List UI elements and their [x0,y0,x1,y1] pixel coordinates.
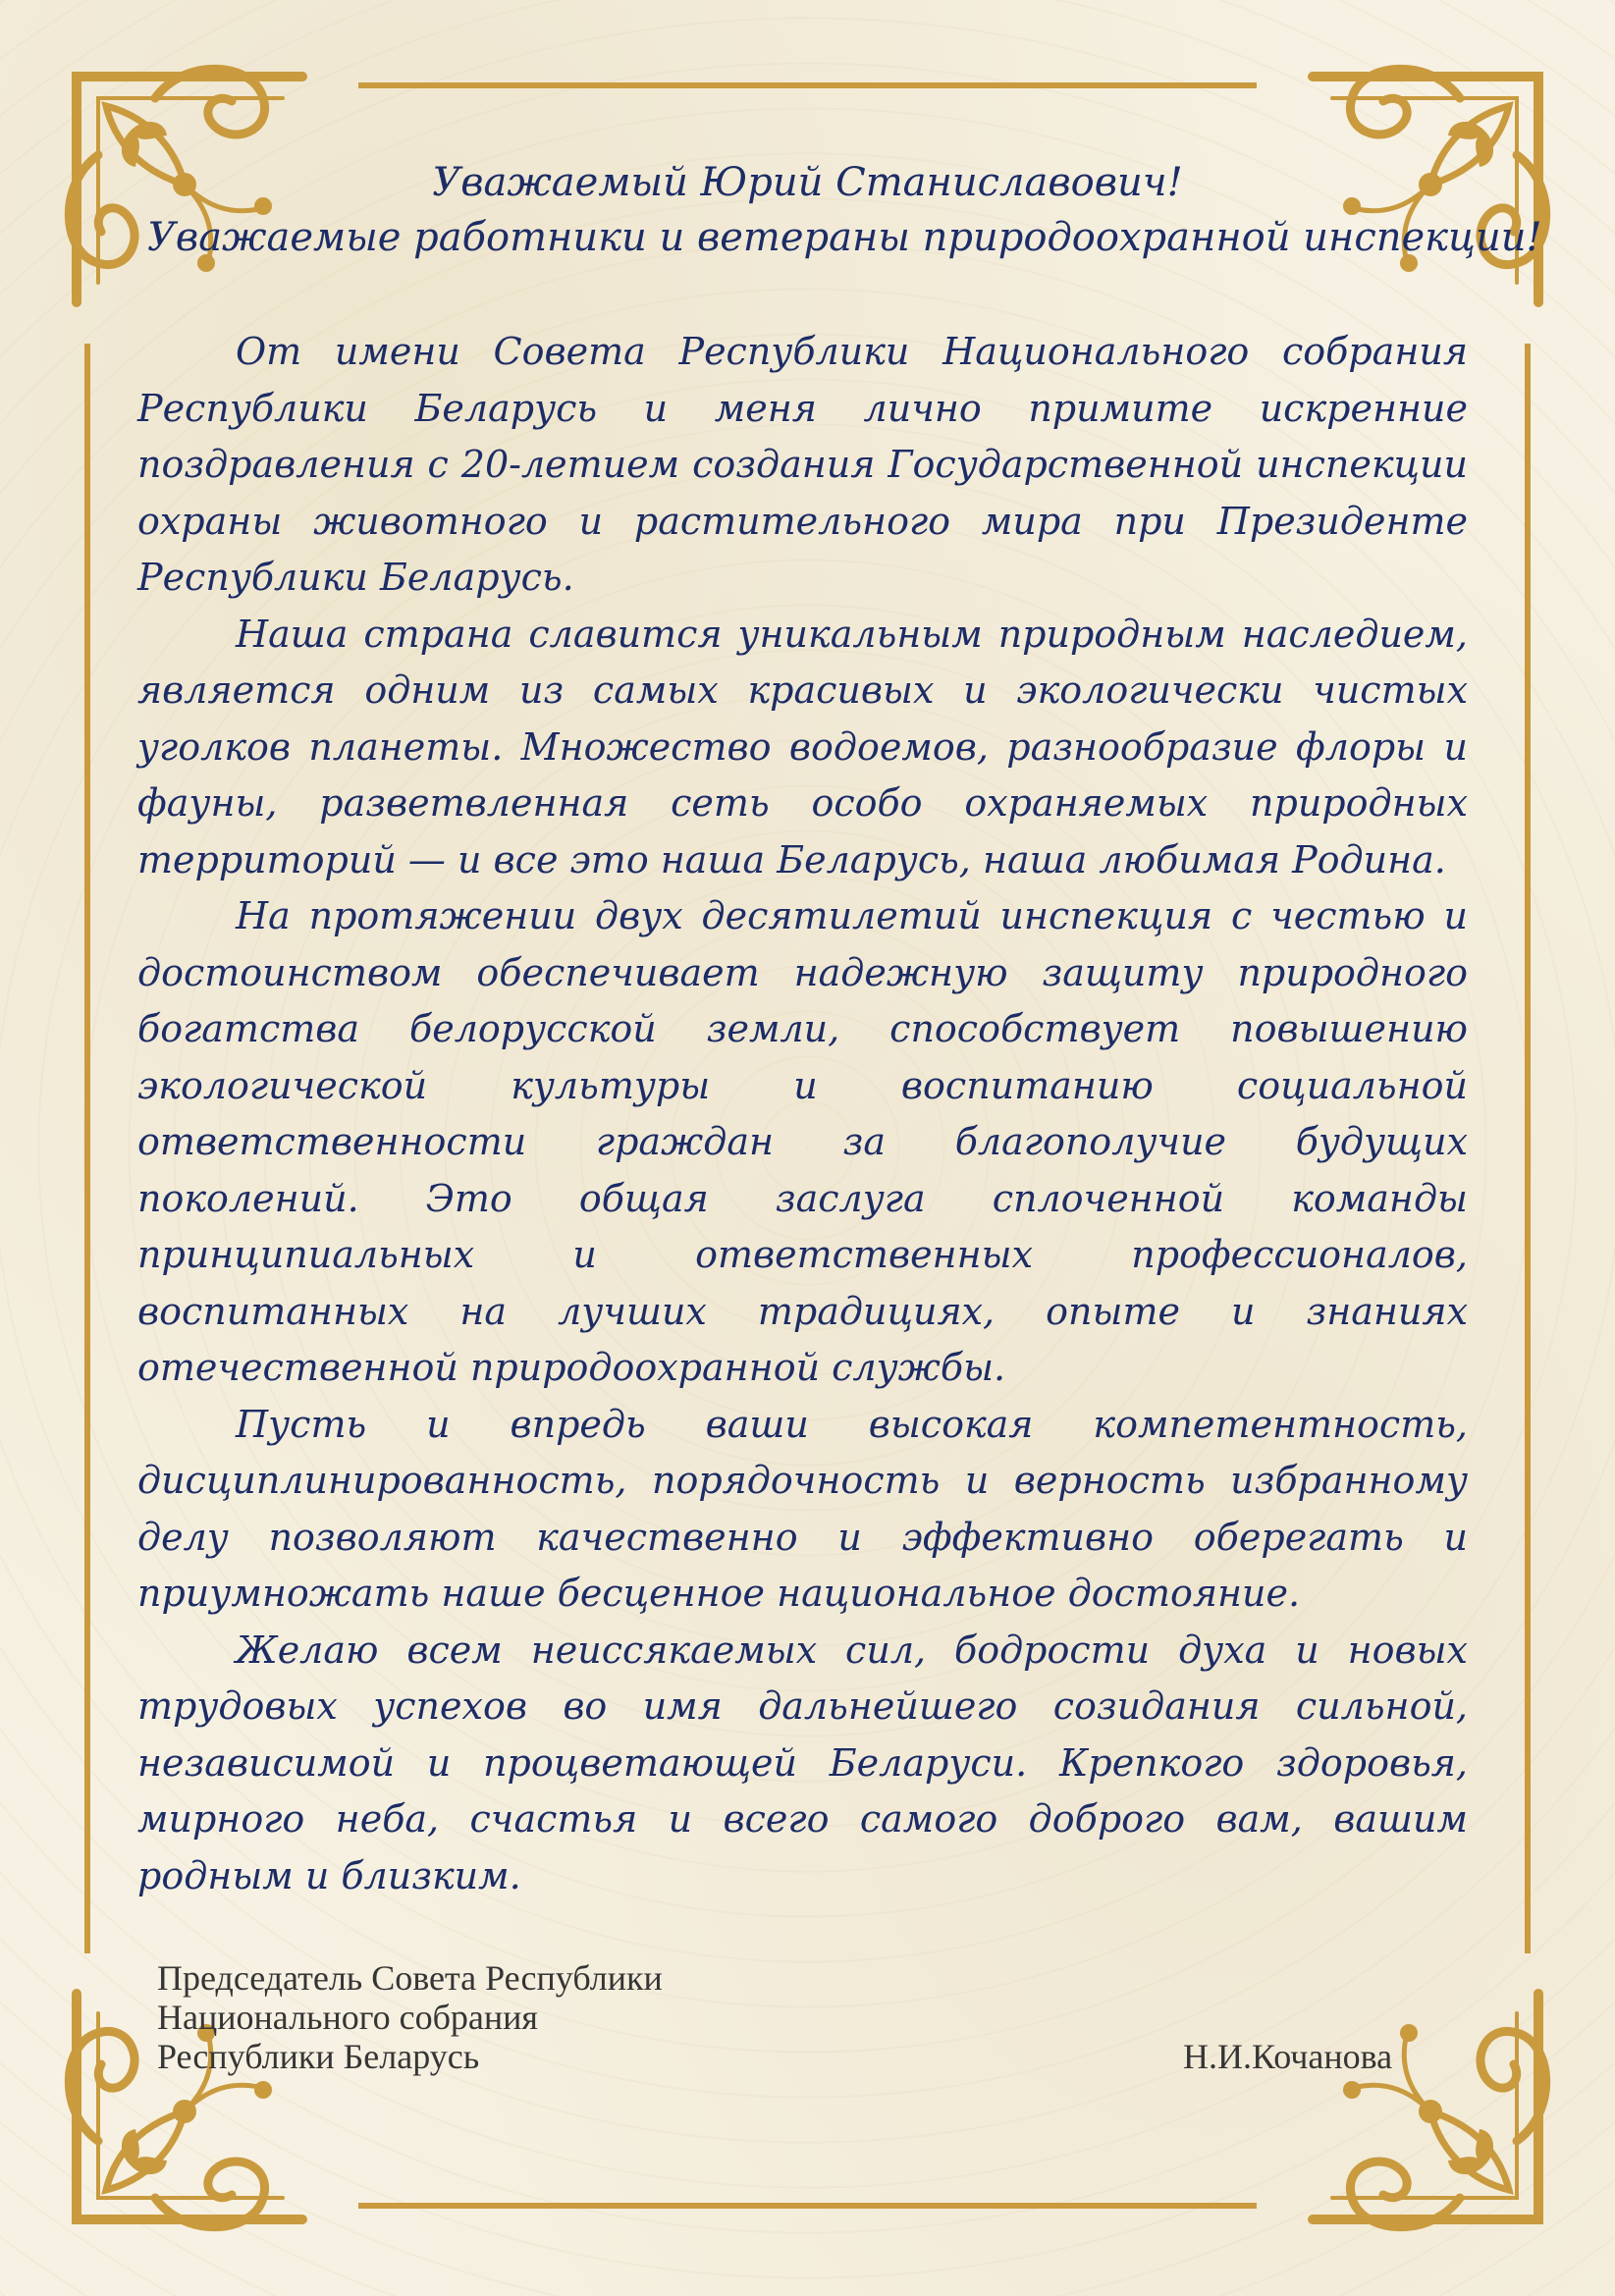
letter-paragraph: Пусть и впредь ваши высокая компетентность, дисциплинированность, порядочность и верность избранному делу позволяют качественно и эффективно оберегать и приумножать наше бесценное национальное достояние. [137,1402,1468,1615]
signer-name: Н.И.Кочанова [1183,2037,1393,2076]
signature-position [157,1958,663,2076]
letter-body [137,324,1468,1904]
frame-border-top [358,82,1257,88]
letter-paragraph: Желаю всем неиссякаемых сил, бодрости духа и новых трудовых успехов во имя дальнейшего созидания сильной, независимой и процветающей Беларуси. Крепкого здоровья, мирного неба, счастья и всего самого доброго вам, вашим родным и близким. [137,1628,1468,1897]
salutation [147,155,1542,265]
salutation-line: Уважаемые работники и ветераны природоохранной инспекции! [147,215,1542,260]
signature-position-line: Председатель Совета Республики [157,1958,663,1998]
signature-position-line: Национального собрания [157,1998,538,2037]
letter-paragraph: На протяжении двух десятилетий инспекция с честью и достоинством обеспечивает надежную защиту природного богатства белорусской земли, способствует повышению экологической культуры и воспитанию социальной ответственности граждан за благополучие будущих поколений. Это общая заслуга сплоченной команды принципиальных и ответственных профессионалов, воспитанных на лучших традициях, опыте и знаниях отечественной природоохранной службы. [137,894,1468,1389]
frame-border-bottom [358,2203,1257,2209]
frame-border-right [1525,344,1531,1953]
salutation-line: Уважаемый Юрий Станиславович! [432,160,1183,205]
letter-paragraph: От имени Совета Республики Национального собрания Республики Беларусь и меня лично примите искренние поздравления с 20-летием создания Государственной инспекции охраны животного и растительного мира при Президенте Республики Беларусь. [137,330,1468,599]
frame-border-left [84,344,90,1953]
letter-paragraph: Наша страна славится уникальным природным наследием, является одним из самых красивых и экологически чистых уголков планеты. Множество водоемов, разнообразие флоры и фауны, разветвленная сеть особо охраняемых природных территорий — и все это наша Беларусь, наша любимая Родина. [137,612,1468,881]
signature-position-line: Республики Беларусь [157,2037,480,2076]
corner-ornament-bottom-right [1283,1964,1578,2259]
gold-floral-corner-icon [1283,1964,1578,2259]
